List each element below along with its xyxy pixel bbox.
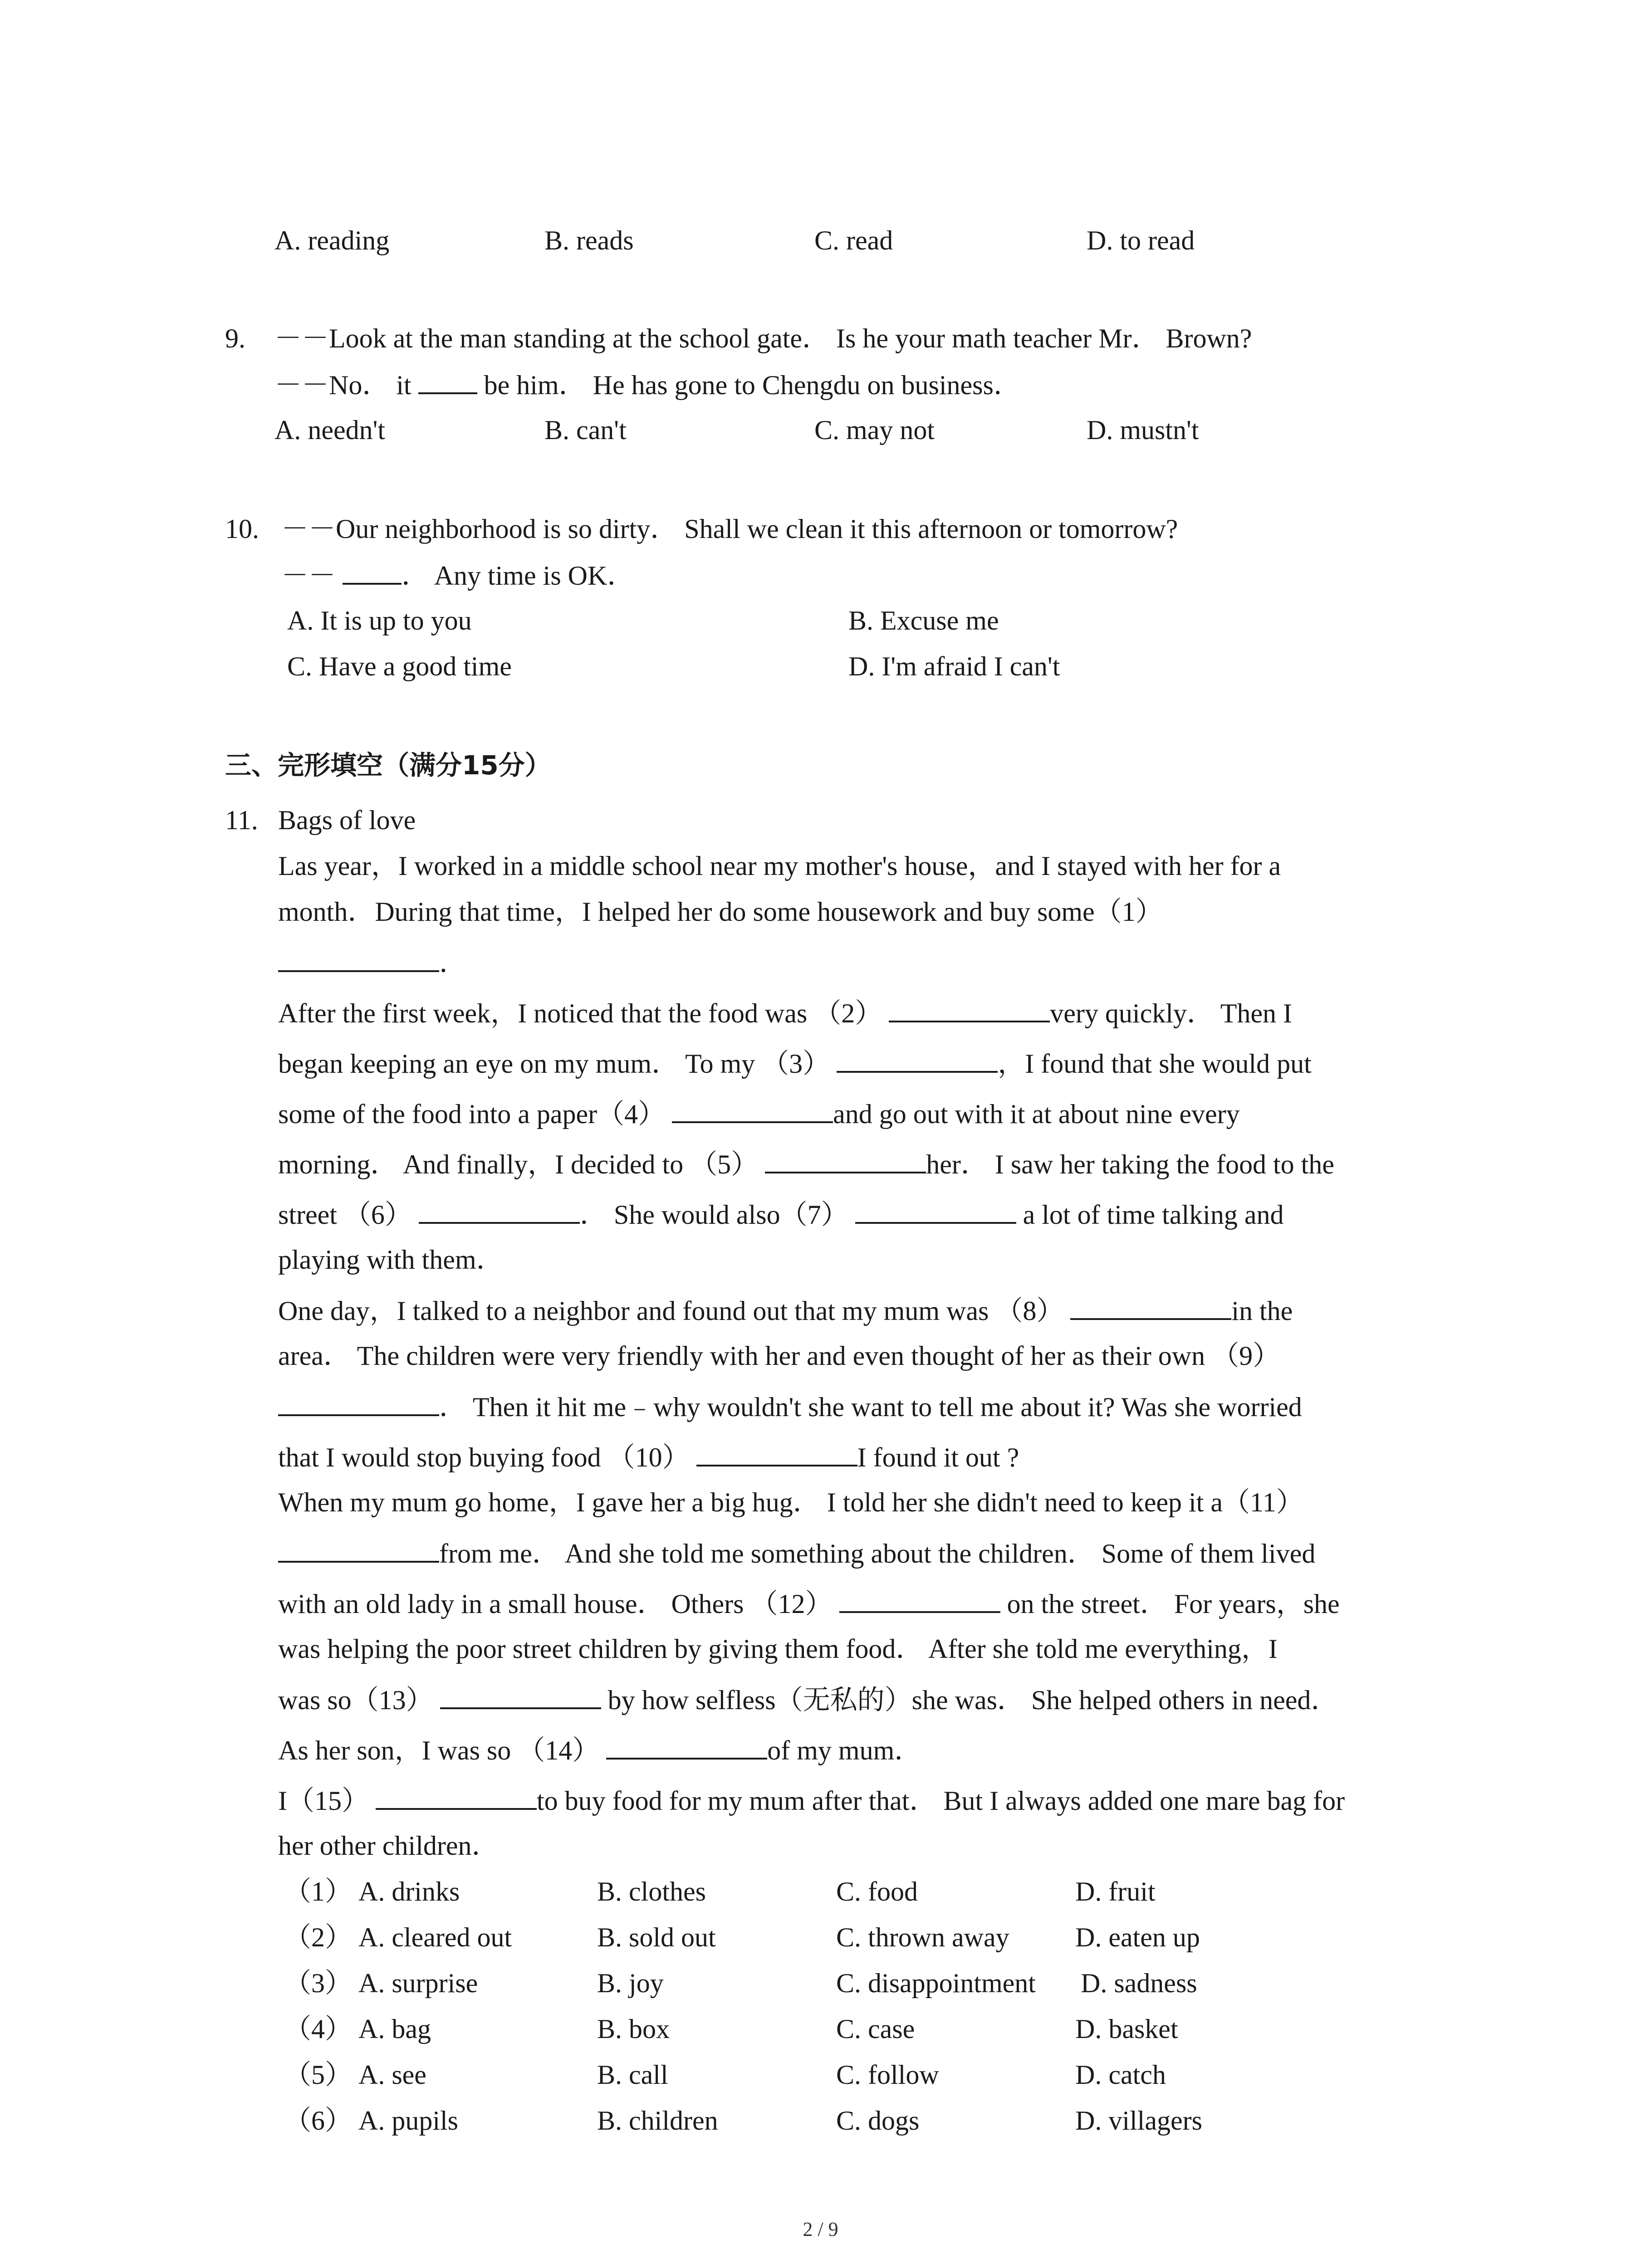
q9-option-a: A. needn't xyxy=(274,415,386,445)
q11-number: 11. xyxy=(225,805,258,835)
choice-option-b: B. children xyxy=(597,2106,718,2136)
choice-option-c: C. case xyxy=(836,2014,915,2044)
page-number: 2 / 9 xyxy=(803,2218,838,2240)
q10-option-c: C. Have a good time xyxy=(287,651,512,681)
passage-line: playing with them． xyxy=(278,1245,504,1275)
blank-1 xyxy=(278,944,439,972)
blank-11 xyxy=(278,1535,439,1563)
blank-8 xyxy=(1070,1292,1231,1320)
q11-title: Bags of love xyxy=(278,805,416,835)
blank-15 xyxy=(376,1782,537,1810)
choice-option-c: C. follow xyxy=(836,2060,939,2090)
q9-option-b: B. can't xyxy=(544,415,627,445)
passage-line: her other children． xyxy=(278,1831,499,1861)
choice-option-c: C. food xyxy=(836,1877,918,1906)
q8-option-c: C. read xyxy=(814,225,893,255)
q9-blank xyxy=(418,366,477,394)
passage-line: that I would stop buying food （10） I found it out ? xyxy=(278,1438,1019,1476)
q10-blank xyxy=(343,557,402,585)
choice-option-a: A. pupils xyxy=(358,2106,459,2136)
choice-option-a: A. drinks xyxy=(358,1877,460,1906)
choice-option-a: A. see xyxy=(358,2060,426,2090)
blank-3 xyxy=(837,1045,998,1073)
choice-option-d: D. basket xyxy=(1075,2014,1178,2044)
passage-line: began keeping an eye on my mum． To my （3） ，I found that she would put xyxy=(278,1045,1312,1082)
q10-option-b: B. Excuse me xyxy=(848,606,999,635)
choice-number: （1） xyxy=(284,1877,352,1906)
choice-number: （3） xyxy=(284,1968,352,1998)
q10-answer-text-b: ． Any time is OK． xyxy=(402,561,635,591)
choice-option-d: D. sadness xyxy=(1081,1968,1197,1998)
choice-option-b: B. clothes xyxy=(597,1877,706,1906)
choice-option-d: D. eaten up xyxy=(1075,1922,1200,1952)
passage-line: After the first week，I noticed that the food was （2） very quickly． Then I xyxy=(278,994,1292,1031)
q9-question: －－Look at the man standing at the school gate． Is he your math teacher Mr． Brown? xyxy=(274,323,1252,353)
blank-13 xyxy=(440,1681,601,1709)
blank-6 xyxy=(419,1196,580,1224)
blank-2 xyxy=(889,994,1050,1022)
choice-option-b: B. sold out xyxy=(597,1922,716,1952)
choice-option-d: D. fruit xyxy=(1075,1877,1156,1906)
passage-line: was so（13） by how selfless（无私的）she was． She helped others in need． xyxy=(278,1681,1338,1718)
q9-option-c: C. may not xyxy=(814,415,935,445)
choice-option-a: A. bag xyxy=(358,2014,431,2044)
q9-answer-line xyxy=(274,366,1021,403)
passage-line: As her son，I was so （14） of my mum． xyxy=(278,1731,921,1769)
blank-7 xyxy=(855,1196,1016,1224)
choice-option-c: C. thrown away xyxy=(836,1922,1009,1952)
choice-option-c: C. disappointment xyxy=(836,1968,1036,1998)
choice-number: （5） xyxy=(284,2060,352,2090)
blank-4 xyxy=(672,1095,833,1123)
passage-line: month．During that time，I helped her do some housework and buy some（1） xyxy=(278,897,1163,927)
choice-number: （4） xyxy=(284,2014,352,2044)
q10-answer-line xyxy=(281,557,634,594)
choice-option-b: B. joy xyxy=(597,1968,664,1998)
q9-answer-text-a: －－No． it xyxy=(274,370,411,400)
passage-line: I（15） to buy food for my mum after that． But I always added one mare bag for xyxy=(278,1782,1345,1819)
q10-option-a: A. It is up to you xyxy=(287,606,472,635)
blank-5 xyxy=(765,1145,926,1173)
choice-option-c: C. dogs xyxy=(836,2106,920,2136)
passage-line: area． The children were very friendly with her and even thought of her as their own （9） xyxy=(278,1341,1280,1371)
q9-answer-text-b: be him． He has gone to Chengdu on business． xyxy=(484,370,1021,400)
choice-option-b: B. call xyxy=(597,2060,668,2090)
passage-line: from me． And she told me something about the children． Some of them lived xyxy=(278,1535,1315,1572)
passage-line: street （6） ． She would also（7） a lot of time talking and xyxy=(278,1196,1283,1233)
q8-option-a: A. reading xyxy=(274,225,390,255)
passage-line: When my mum go home，I gave her a big hug． I told her she didn't need to keep it a（11） xyxy=(278,1487,1303,1517)
section-heading: 三、完形填空（满分15分） xyxy=(225,750,551,781)
passage-line: ． Then it hit me﹣why wouldn't she want to tell me about it? Was she worried xyxy=(278,1388,1302,1425)
passage-line: was helping the poor street children by giving them food． After she told me everything，I xyxy=(278,1634,1278,1664)
choice-number: （6） xyxy=(284,2106,352,2136)
passage-line: Las year，I worked in a middle school near my mother's house，and I stayed with her for a xyxy=(278,851,1281,881)
choice-number: （2） xyxy=(284,1922,352,1952)
blank-9 xyxy=(278,1388,439,1416)
blank-12 xyxy=(839,1585,1000,1613)
q9-number: 9. xyxy=(225,323,245,353)
choice-option-a: A. surprise xyxy=(358,1968,478,1998)
passage-line: some of the food into a paper（4） and go out with it at about nine every xyxy=(278,1095,1240,1132)
q10-option-d: D. I'm afraid I can't xyxy=(848,651,1060,681)
choice-option-b: B. box xyxy=(597,2014,670,2044)
passage-line: One day，I talked to a neighbor and found out that my mum was （8） in the xyxy=(278,1292,1293,1329)
choice-option-d: D. catch xyxy=(1075,2060,1166,2090)
passage-line: ． xyxy=(278,944,466,981)
q10-number: 10. xyxy=(225,514,259,544)
choice-option-a: A. cleared out xyxy=(358,1922,512,1952)
q10-question: －－Our neighborhood is so dirty． Shall we clean it this afternoon or tomorrow? xyxy=(281,514,1178,544)
blank-10 xyxy=(696,1438,857,1466)
q10-answer-text-a: －－ xyxy=(281,561,336,591)
blank-14 xyxy=(606,1731,767,1760)
q8-option-d: D. to read xyxy=(1087,225,1195,255)
choice-option-d: D. villagers xyxy=(1075,2106,1202,2136)
passage-line: with an old lady in a small house． Others （12） on the street． For years，she xyxy=(278,1585,1340,1622)
q9-option-d: D. mustn't xyxy=(1087,415,1199,445)
q8-option-b: B. reads xyxy=(544,225,634,255)
passage-line: morning． And finally，I decided to （5） her． I saw her taking the food to the xyxy=(278,1145,1334,1183)
